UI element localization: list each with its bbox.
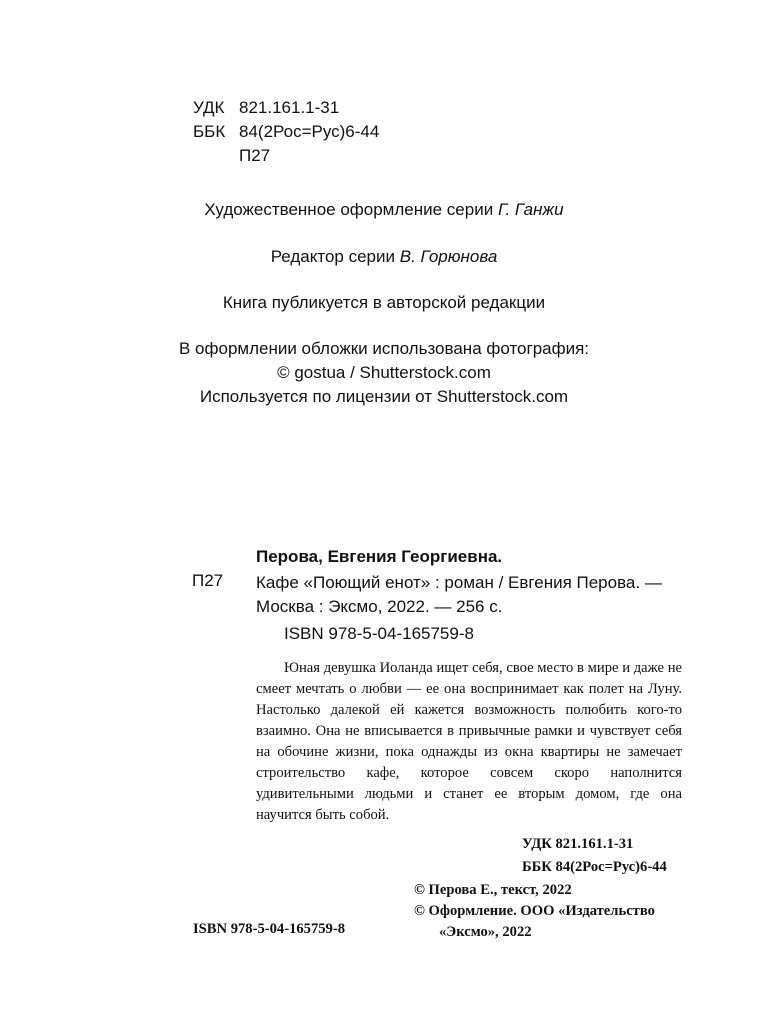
edition-note: Книга публикуется в авторской редакции xyxy=(222,293,546,312)
series-editor-prefix: Редактор серии xyxy=(270,247,396,266)
udk-label: УДК xyxy=(193,98,225,117)
series-design-credit xyxy=(0,198,768,222)
isbn-main: ISBN 978-5-04-165759-8 xyxy=(284,624,474,643)
bbk-label: ББК xyxy=(193,122,226,141)
series-design-prefix: Художественное оформление серии xyxy=(204,200,494,219)
classification-codes xyxy=(193,96,379,168)
udk-value: 821.161.1-31 xyxy=(239,98,340,117)
copyright-line-2: © Оформление. ООО «Издательство xyxy=(414,903,655,919)
udk-line: УДК 821.161.1-31 xyxy=(522,836,634,852)
book-title-block xyxy=(256,571,662,619)
series-design-name: Г. Ганжи xyxy=(497,200,564,219)
book-title-line-1: Кафе «Поющий енот» : роман / Евгения Перова. — xyxy=(256,573,662,592)
isbn-bottom: ISBN 978-5-04-165759-8 xyxy=(193,921,346,937)
author-mark: П27 xyxy=(239,146,271,165)
series-editor-name: В. Горюнова xyxy=(399,247,498,266)
bibliography-author-mark: П27 xyxy=(192,571,224,590)
book-author: Перова, Евгения Георгиевна. xyxy=(256,547,503,566)
book-annotation: Юная девушка Иоланда ищет себя, свое место в мире и даже не смеет мечтать о любви — ее она воспринимает как полет на Луну. Настолько далекой ей кажется возможность полюбить кого-то взаимно. Она не вписывается в привычные рамки и чувствует себя на обочине жизни, пока однажды из окна квартиры не замечает строительство кафе, которое совсем скоро наполнится удивительными людьми и станет ее вторым домом, где она научится быть собой. xyxy=(256,660,682,823)
book-title-line-2: Москва : Эксмо, 2022. — 256 с. xyxy=(256,597,503,616)
bbk-value: 84(2Рос=Рус)6-44 xyxy=(239,122,380,141)
cover-photo-line-1: В оформлении обложки использована фотография: xyxy=(178,339,590,358)
classification-codes-right xyxy=(522,833,667,879)
copyright-line-3: «Эксмо», 2022 xyxy=(439,924,532,940)
cover-photo-line-2: © gostua / Shutterstock.com xyxy=(277,363,491,382)
bbk-line: ББК 84(2Рос=Рус)6-44 xyxy=(522,859,667,875)
series-editor-credit xyxy=(0,245,768,269)
cover-photo-line-3: Используется по лицензии от Shutterstock.com xyxy=(199,387,569,406)
cover-photo-credit xyxy=(0,337,768,409)
copyright-block xyxy=(414,880,655,943)
copyright-line-1: © Перова Е., текст, 2022 xyxy=(414,882,572,898)
